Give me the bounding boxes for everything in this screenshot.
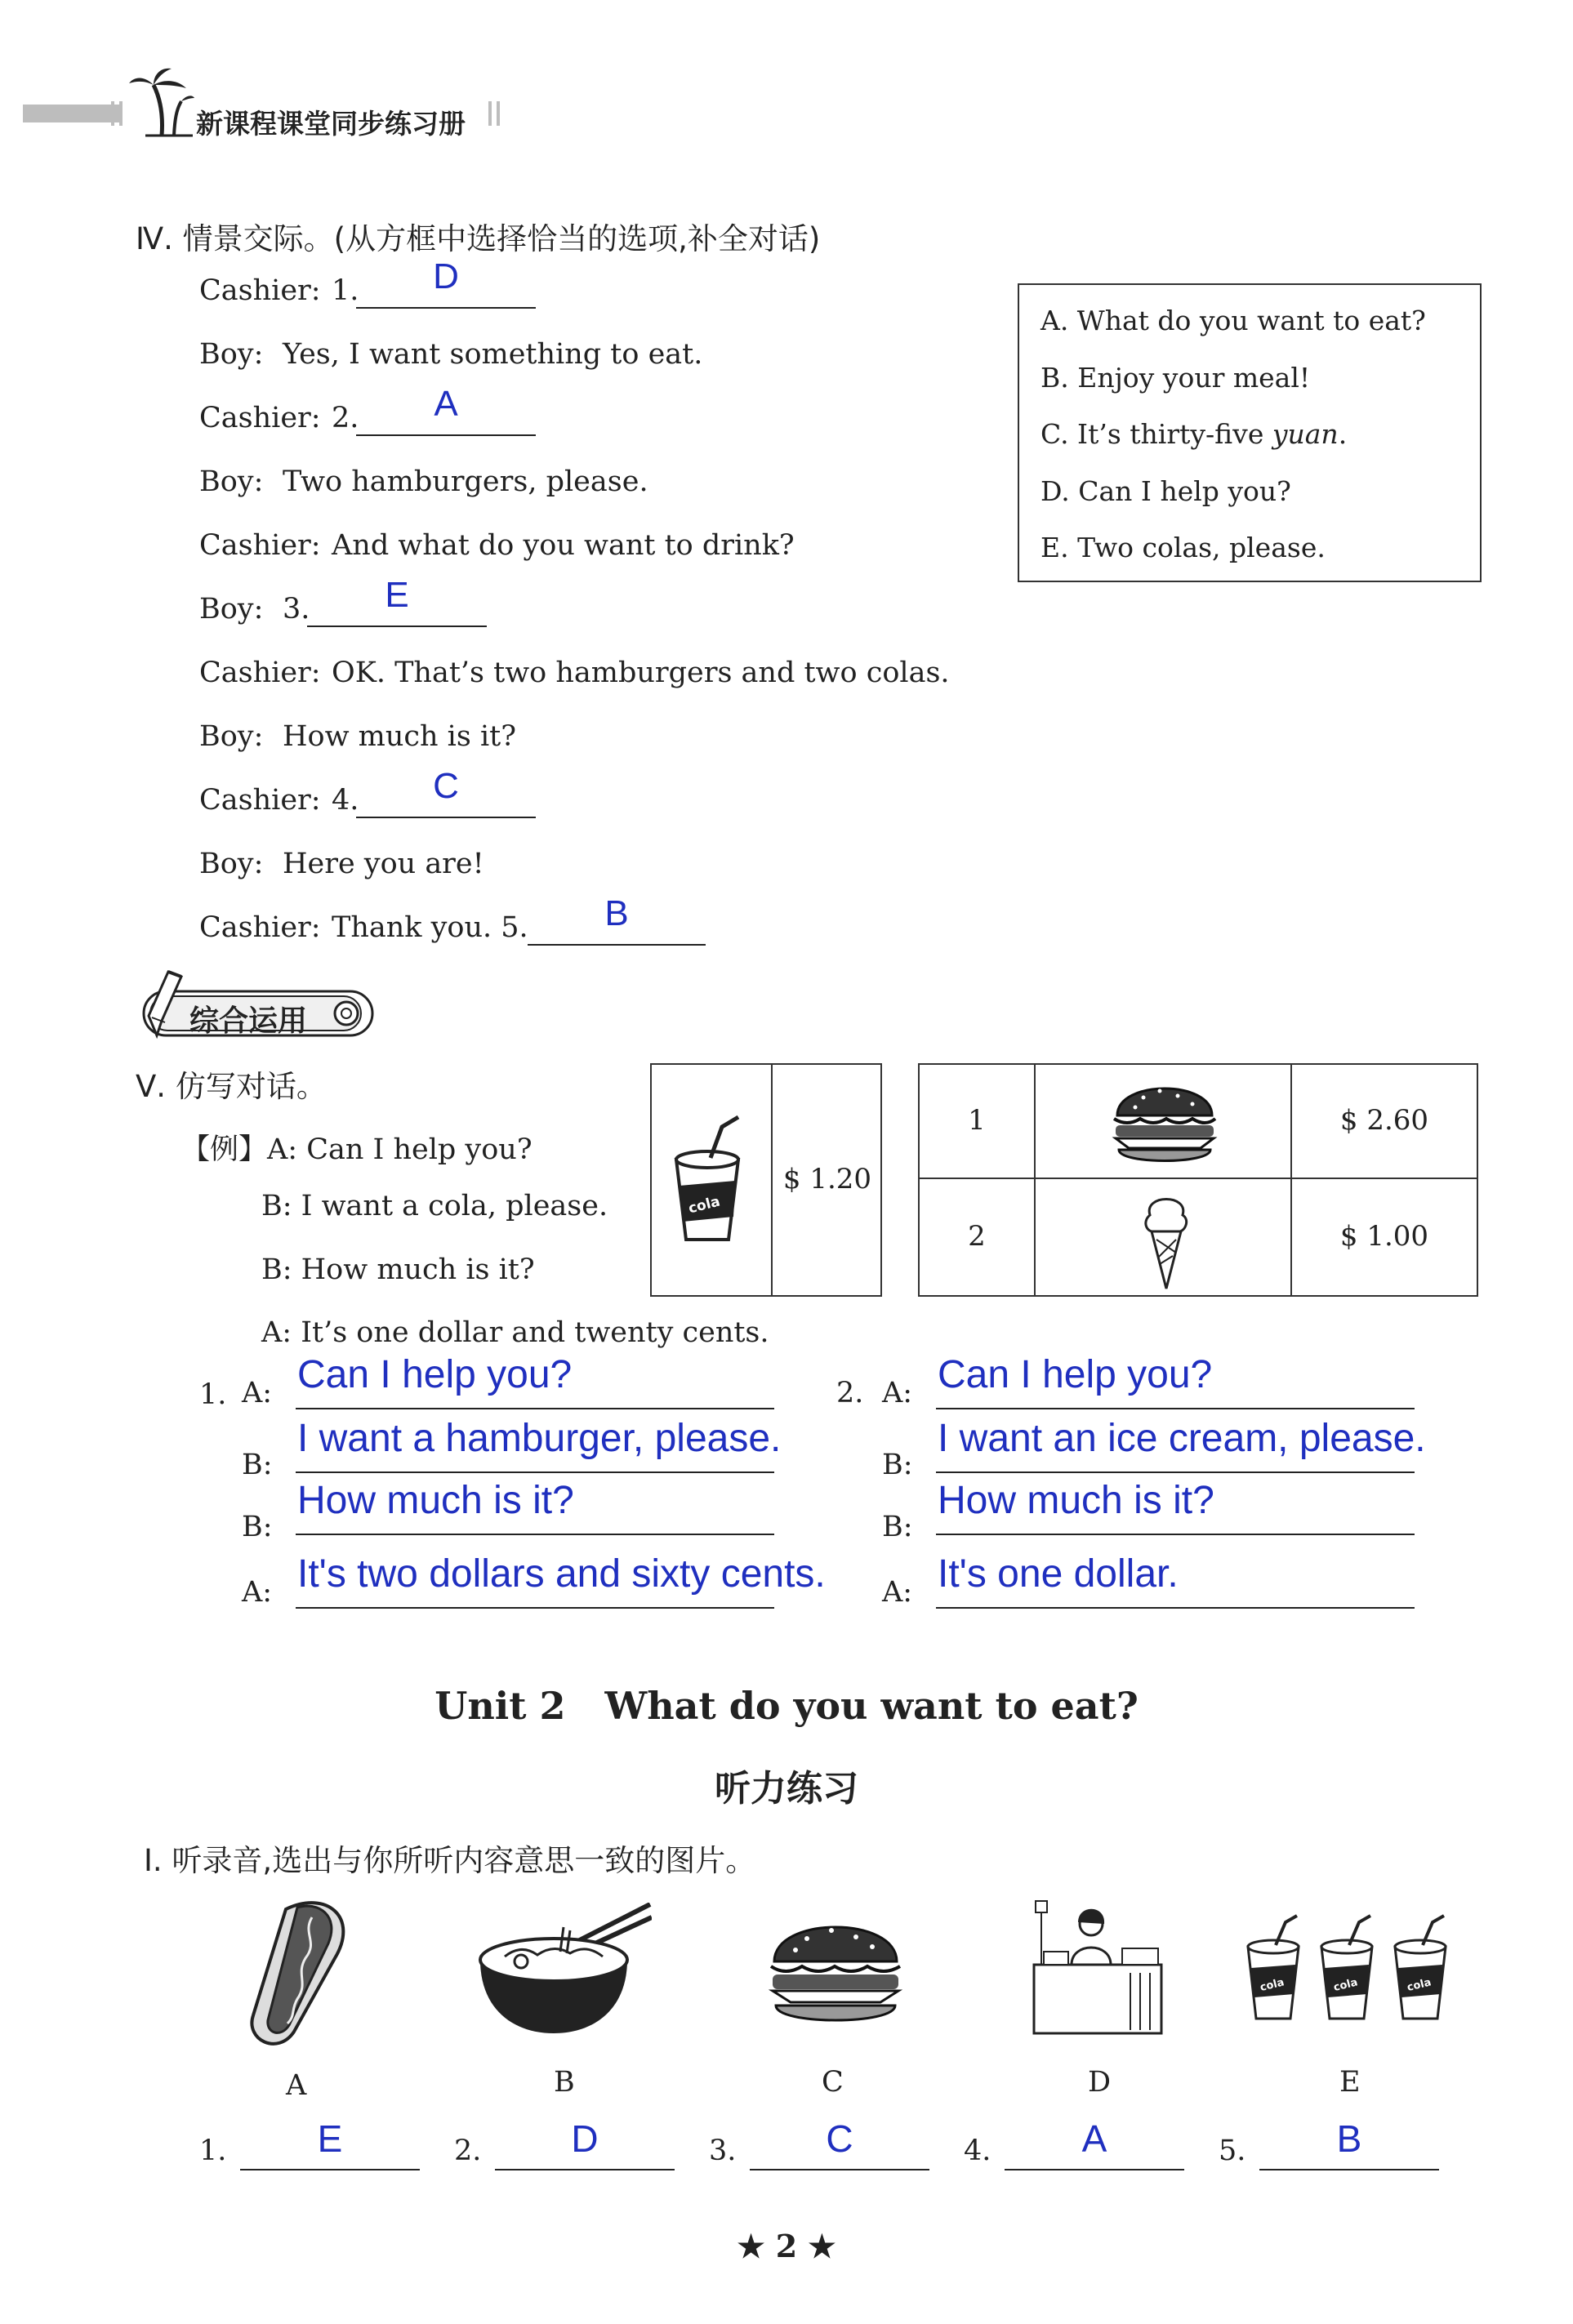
answer-blank[interactable] [356,307,536,309]
listening-answer-number: 4. [964,2135,991,2167]
example-line-1: 【例】A: Can I help you? [181,1133,533,1166]
dialog-speaker: Boy: [199,720,264,753]
listening-answer-blank[interactable] [1005,2169,1184,2170]
table-row-1-price: $ 2.60 [1339,1104,1429,1137]
header-separator [111,101,114,126]
svg-text:cola: cola [1332,1976,1359,1995]
palm-tree-icon [129,65,194,137]
cola-cup-icon [662,1112,760,1251]
dialog-text: And what do you want to drink? [332,529,795,562]
dialog-text: Two hamburgers, please. [283,465,648,498]
q1-number: 1. [199,1378,227,1411]
table-row-2-num: 2 [968,1220,986,1253]
q1-row-label: B: [242,1449,273,1481]
svg-text:cola: cola [1406,1976,1433,1995]
ice-cream-icon [1140,1186,1192,1292]
option-e: E. Two colas, please. [1040,532,1326,563]
dialog-text: OK. That’s two hamburgers and two colas. [332,657,950,689]
header-separator [488,101,492,126]
dialog-speaker: Boy: [199,593,264,626]
q2-row-label: A: [882,1576,913,1609]
table-row-divider [918,1178,1478,1179]
q2-answer: It's one dollar. [938,1552,1179,1596]
svg-text:cola: cola [1259,1976,1286,1995]
q2-number: 2. [836,1377,864,1409]
q2-answer-blank[interactable] [936,1471,1415,1473]
q1-answer: Can I help you? [297,1353,573,1396]
listening-answer-number: 2. [454,2135,482,2167]
page-number: ★ 2 ★ [737,2228,836,2264]
picture-label-c: C [822,2066,844,2099]
q1-answer-blank[interactable] [296,1408,774,1409]
svg-text:cola: cola [687,1193,722,1218]
hamburger-picture-icon [766,1908,905,2030]
pencil-icon [140,967,189,1040]
option-d: D. Can I help you? [1040,475,1291,507]
dialog-answer: E [385,575,409,615]
picture-label-b: B [554,2066,575,2099]
q2-row-label: B: [882,1511,913,1543]
dialog-answer: D [433,256,459,296]
listening-answer-blank[interactable] [240,2169,420,2170]
table-row-1-num: 1 [968,1104,986,1137]
hamburger-icon [1111,1073,1219,1168]
q1-answer: It's two dollars and sixty cents. [297,1552,826,1596]
q1-row-label: A: [242,1377,273,1409]
three-colas-icon [1241,1912,1462,2023]
header-title: 新课程课堂同步练习册 [196,108,466,140]
answer-blank[interactable] [356,434,536,436]
listening-answer-number: 5. [1219,2135,1246,2167]
q2-row-label: B: [882,1449,913,1481]
dialog-text: 4. [332,784,359,817]
badge-label: 综合运用 [189,1004,308,1038]
listening-answer: D [571,2117,599,2160]
example-line-4: A: It’s one dollar and twenty cents. [261,1316,769,1349]
dialog-text: Thank you. 5. [332,911,528,944]
dialog-text: Here you are! [283,848,484,880]
header-bar [23,105,123,122]
q1-answer-blank[interactable] [296,1607,774,1609]
dialog-text: 3. [283,593,310,626]
cashier-counter-icon [1032,1899,1163,2035]
q1-answer: How much is it? [297,1479,574,1522]
dialog-answer: A [434,384,458,424]
header-separator [497,101,500,126]
answer-blank[interactable] [528,944,706,946]
option-a: A. What do you want to eat? [1040,305,1426,336]
example-line-2: B: I want a cola, please. [261,1190,608,1222]
table-row-2-price: $ 1.00 [1339,1220,1429,1253]
dialog-speaker: Cashier: [199,529,321,562]
dialog-speaker: Cashier: [199,911,321,944]
answer-blank[interactable] [307,626,487,627]
answer-blank[interactable] [356,817,536,818]
section-4-title: Ⅳ. 情景交际。(从方框中选择恰当的选项,补全对话) [136,221,821,256]
hot-dog-icon [237,1893,368,2048]
cola-price: $ 1.20 [782,1163,872,1195]
section-5-title: Ⅴ. 仿写对话。 [136,1069,327,1104]
listening-answer: E [317,2117,343,2160]
unit-subtitle: 听力练习 [715,1768,858,1810]
dialog-speaker: Cashier: [199,784,321,817]
q1-answer-blank[interactable] [296,1534,774,1535]
listening-answer-blank[interactable] [1259,2169,1439,2170]
header-separator [119,101,123,126]
listening-answer: A [1081,2117,1107,2160]
q2-answer: How much is it? [938,1479,1214,1522]
dialog-text: 1. [332,274,359,307]
dialog-speaker: Cashier: [199,402,321,434]
q2-answer-blank[interactable] [936,1607,1415,1609]
option-c: C. It’s thirty-five yuan. [1040,418,1348,450]
unit-title: Unit 2 What do you want to eat? [434,1684,1139,1728]
dialog-speaker: Cashier: [199,274,321,307]
option-b: B. Enjoy your meal! [1040,362,1311,394]
q2-answer: Can I help you? [938,1353,1213,1396]
q1-row-label: A: [242,1576,273,1609]
listening-answer: C [826,2117,853,2160]
picture-label-d: D [1088,2066,1112,2099]
dialog-text: 2. [332,402,359,434]
picture-label-a: A [286,2069,307,2102]
q2-answer: I want an ice cream, please. [938,1417,1426,1460]
dialog-speaker: Cashier: [199,657,321,689]
picture-label-e: E [1339,2066,1361,2099]
q2-row-label: A: [882,1377,913,1409]
dialog-speaker: Boy: [199,465,264,498]
dialog-speaker: Boy: [199,338,264,371]
listening-answer-blank[interactable] [750,2169,929,2170]
dialog-answer: C [433,766,459,806]
q2-answer-blank[interactable] [936,1534,1415,1535]
example-line-3: B: How much is it? [261,1253,535,1286]
listening-answer-blank[interactable] [495,2169,675,2170]
noodles-icon [472,1903,652,2041]
table-col-divider [1290,1063,1292,1297]
listening-answer: B [1336,2117,1362,2160]
q2-answer-blank[interactable] [936,1408,1415,1409]
q1-answer: I want a hamburger, please. [297,1417,782,1460]
dialog-text: Yes, I want something to eat. [283,338,703,371]
table-col-divider [1034,1063,1036,1297]
listening-q1-title: Ⅰ. 听录音,选出与你所听内容意思一致的图片。 [144,1843,756,1878]
listening-answer-number: 3. [709,2135,737,2167]
listening-answer-number: 1. [199,2135,227,2167]
dialog-speaker: Boy: [199,848,264,880]
dialog-answer: B [604,893,629,933]
q1-answer-blank[interactable] [296,1471,774,1473]
dialog-text: How much is it? [283,720,516,753]
q1-row-label: B: [242,1511,273,1543]
